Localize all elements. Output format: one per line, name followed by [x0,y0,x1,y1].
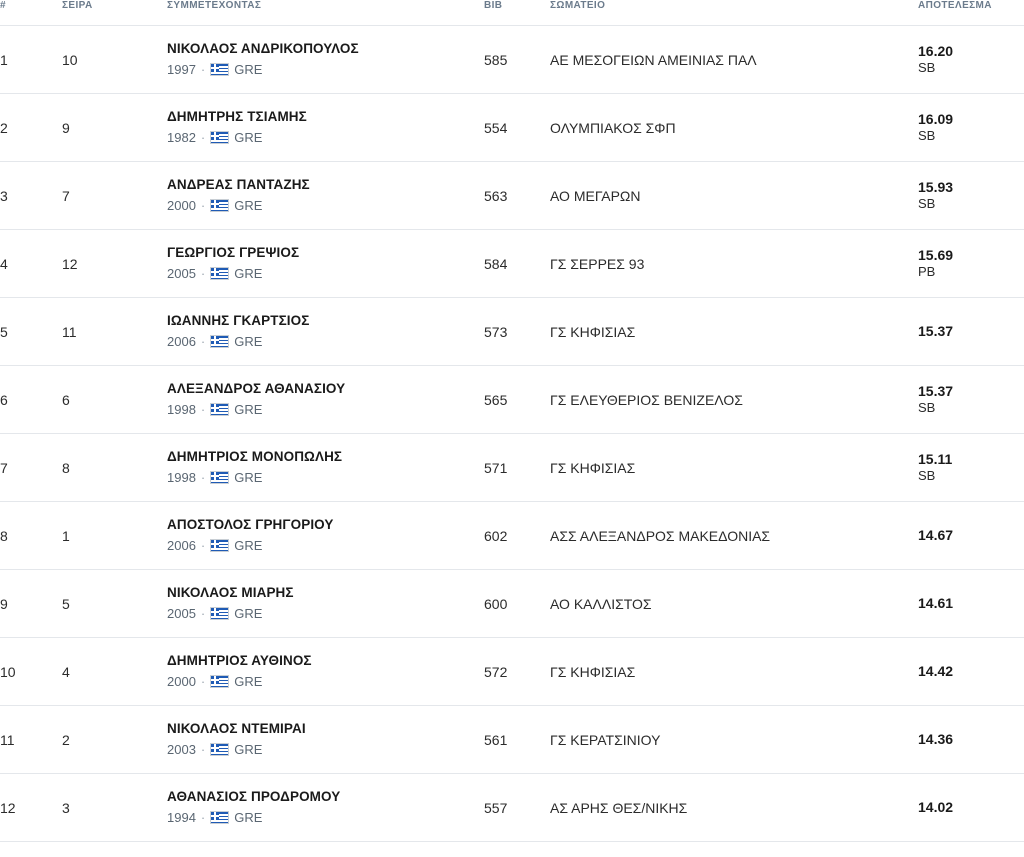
greece-flag-icon [210,63,229,76]
club-name: ΑΣΣ ΑΛΕΞΑΝΔΡΟΣ ΜΑΚΕΔΟΝΙΑΣ [550,527,771,544]
cell-athlete [167,230,484,298]
bib-value: 585 [484,51,508,68]
cell-order [62,570,167,638]
greece-flag-icon [210,471,229,484]
bib-value: 602 [484,527,508,544]
result-value: 15.37 [918,383,954,400]
bib-value: 554 [484,119,508,136]
cell-result [918,26,1024,94]
result-value: 14.42 [918,663,954,680]
athlete-meta [167,810,484,826]
cell-rank [0,434,62,502]
bib-value: 563 [484,187,508,204]
cell-club [550,298,918,366]
bib-value: 572 [484,663,508,680]
cell-order [62,94,167,162]
table-row[interactable] [0,94,1024,162]
birth-year: 2005 [167,606,196,622]
cell-club [550,26,918,94]
table-header [0,0,1024,26]
result-value: 16.20 [918,43,954,60]
greece-flag-icon [210,811,229,824]
column-header-result[interactable]: ΑΠΟΤΕΛΕΣΜΑ [918,0,1024,26]
cell-club [550,434,918,502]
order-value: 11 [62,323,77,340]
cell-bib [484,638,550,706]
cell-result [918,162,1024,230]
cell-bib [484,366,550,434]
meta-separator: · [200,810,206,826]
athlete-name[interactable]: ΑΝΔΡΕΑΣ ΠΑΝΤΑΖΗΣ [167,177,310,193]
cell-rank [0,570,62,638]
cell-order [62,366,167,434]
result-value: 15.37 [918,323,954,340]
athlete-meta [167,402,484,418]
result-value: 14.61 [918,595,954,612]
birth-year: 1982 [167,130,196,146]
cell-result [918,230,1024,298]
athlete-meta [167,742,484,758]
cell-result [918,638,1024,706]
result-tag: PB [918,264,936,280]
athlete-name[interactable]: ΝΙΚΟΛΑΟΣ ΑΝΔΡΙΚΟΠΟΥΛΟΣ [167,41,359,57]
country-code: GRE [234,62,263,78]
rank-value: 11 [0,731,15,748]
cell-rank [0,230,62,298]
birth-year: 1998 [167,470,196,486]
cell-athlete [167,638,484,706]
table-row[interactable] [0,638,1024,706]
athlete-meta [167,334,484,350]
cell-bib [484,26,550,94]
cell-order [62,502,167,570]
table-row[interactable] [0,570,1024,638]
rank-value: 5 [0,323,8,340]
rank-value: 7 [0,459,8,476]
cell-club [550,774,918,842]
cell-athlete [167,502,484,570]
table-row[interactable] [0,298,1024,366]
result-value: 14.02 [918,799,954,816]
order-value: 12 [62,255,78,272]
club-name: ΓΣ ΚΕΡΑΤΣΙΝΙΟΥ [550,731,661,748]
cell-order [62,230,167,298]
bib-value: 573 [484,323,508,340]
result-value: 15.69 [918,247,954,264]
cell-bib [484,570,550,638]
rank-value: 1 [0,51,8,68]
country-code: GRE [234,334,263,350]
greece-flag-icon [210,607,229,620]
cell-athlete [167,706,484,774]
cell-club [550,94,918,162]
greece-flag-icon [210,199,229,212]
column-header-athlete[interactable]: ΣΥΜΜΕΤΕΧΟΝΤΑΣ [167,0,484,26]
country-code: GRE [234,674,263,690]
cell-order [62,298,167,366]
order-value: 6 [62,391,70,408]
result-value: 14.36 [918,731,954,748]
result-value: 16.09 [918,111,954,128]
club-name: ΑΟ ΜΕΓΑΡΩΝ [550,187,641,204]
column-header-club[interactable]: ΣΩΜΑΤΕΙΟ [550,0,918,26]
cell-result [918,298,1024,366]
athlete-meta [167,470,484,486]
cell-rank [0,298,62,366]
order-value: 4 [62,663,70,680]
column-header-bib[interactable]: BIB [484,0,550,26]
birth-year: 2000 [167,198,196,214]
order-value: 5 [62,595,70,612]
meta-separator: · [200,266,206,282]
bib-value: 565 [484,391,508,408]
column-header-order[interactable]: ΣΕΙΡΑ [62,0,167,26]
athlete-name[interactable]: ΔΗΜΗΤΡΙΟΣ ΜΟΝΟΠΩΛΗΣ [167,449,343,465]
cell-athlete [167,570,484,638]
athlete-meta [167,130,484,146]
cell-result [918,502,1024,570]
club-name: ΓΣ ΚΗΦΙΣΙΑΣ [550,323,636,340]
greece-flag-icon [210,267,229,280]
cell-club [550,366,918,434]
cell-result [918,434,1024,502]
birth-year: 1998 [167,402,196,418]
cell-bib [484,774,550,842]
birth-year: 2005 [167,266,196,282]
table-row[interactable] [0,26,1024,94]
club-name: ΑΣ ΑΡΗΣ ΘΕΣ/ΝΙΚΗΣ [550,799,688,816]
meta-separator: · [200,198,206,214]
athlete-name[interactable]: ΑΠΟΣΤΟΛΟΣ ΓΡΗΓΟΡΙΟΥ [167,517,334,533]
cell-bib [484,162,550,230]
result-value: 15.93 [918,179,954,196]
table-row[interactable] [0,502,1024,570]
athlete-name[interactable]: ΔΗΜΗΤΡΙΟΣ ΑΥΘΙΝΟΣ [167,653,312,669]
country-code: GRE [234,742,263,758]
cell-bib [484,706,550,774]
rank-value: 9 [0,595,8,612]
rank-value: 4 [0,255,8,272]
cell-result [918,774,1024,842]
bib-value: 584 [484,255,508,272]
birth-year: 2006 [167,334,196,350]
greece-flag-icon [210,131,229,144]
cell-order [62,162,167,230]
cell-rank [0,502,62,570]
table-row[interactable] [0,162,1024,230]
meta-separator: · [200,470,206,486]
cell-athlete [167,162,484,230]
order-value: 1 [62,527,70,544]
club-name: ΑΟ ΚΑΛΛΙΣΤΟΣ [550,595,652,612]
club-name: ΓΣ ΣΕΡΡΕΣ 93 [550,255,645,272]
table-body [0,26,1024,842]
result-value: 14.67 [918,527,954,544]
birth-year: 2003 [167,742,196,758]
country-code: GRE [234,810,263,826]
rank-value: 2 [0,119,8,136]
birth-year: 1997 [167,62,196,78]
club-name: ΓΣ ΚΗΦΙΣΙΑΣ [550,459,636,476]
bib-value: 600 [484,595,508,612]
athlete-name[interactable]: ΝΙΚΟΛΑΟΣ ΝΤΕΜΙΡΑΙ [167,721,306,737]
cell-order [62,774,167,842]
cell-athlete [167,434,484,502]
meta-separator: · [200,674,206,690]
cell-rank [0,26,62,94]
cell-rank [0,94,62,162]
athlete-name[interactable]: ΔΗΜΗΤΡΗΣ ΤΣΙΑΜΗΣ [167,109,307,125]
cell-result [918,366,1024,434]
table-row[interactable] [0,706,1024,774]
birth-year: 1994 [167,810,196,826]
order-value: 9 [62,119,70,136]
greece-flag-icon [210,403,229,416]
result-value: 15.11 [918,451,953,468]
cell-club [550,570,918,638]
rank-value: 12 [0,799,16,816]
cell-order [62,26,167,94]
rank-value: 8 [0,527,8,544]
result-tag: SB [918,128,936,144]
meta-separator: · [200,606,206,622]
result-tag: SB [918,400,936,416]
order-value: 3 [62,799,70,816]
bib-value: 571 [484,459,508,476]
result-tag: SB [918,468,936,484]
cell-result [918,94,1024,162]
greece-flag-icon [210,675,229,688]
table-row[interactable] [0,774,1024,842]
meta-separator: · [200,742,206,758]
bib-value: 557 [484,799,508,816]
athlete-name[interactable]: ΙΩΑΝΝΗΣ ΓΚΑΡΤΣΙΟΣ [167,313,310,329]
cell-bib [484,230,550,298]
table-row[interactable] [0,434,1024,502]
club-name: ΟΛΥΜΠΙΑΚΟΣ ΣΦΠ [550,119,676,136]
cell-club [550,638,918,706]
country-code: GRE [234,538,263,554]
result-tag: SB [918,60,936,76]
athlete-name[interactable]: ΝΙΚΟΛΑΟΣ ΜΙΑΡΗΣ [167,585,294,601]
cell-rank [0,162,62,230]
cell-order [62,434,167,502]
cell-result [918,570,1024,638]
order-value: 7 [62,187,70,204]
rank-value: 6 [0,391,8,408]
cell-order [62,638,167,706]
athlete-meta [167,538,484,554]
cell-club [550,162,918,230]
order-value: 2 [62,731,70,748]
cell-bib [484,94,550,162]
meta-separator: · [200,334,206,350]
cell-rank [0,638,62,706]
meta-separator: · [200,130,206,146]
club-name: ΓΣ ΕΛΕΥΘΕΡΙΟΣ ΒΕΝΙΖΕΛΟΣ [550,391,743,408]
rank-value: 10 [0,663,16,680]
athlete-meta [167,62,484,78]
cell-result [918,706,1024,774]
table-row[interactable] [0,366,1024,434]
order-value: 10 [62,51,78,68]
meta-separator: · [200,62,206,78]
athlete-meta [167,606,484,622]
athlete-meta [167,198,484,214]
rank-value: 3 [0,187,8,204]
cell-rank [0,706,62,774]
cell-rank [0,366,62,434]
greece-flag-icon [210,335,229,348]
bib-value: 561 [484,731,508,748]
cell-club [550,502,918,570]
athlete-name[interactable]: ΓΕΩΡΓΙΟΣ ΓΡΕΨΙΟΣ [167,245,300,261]
club-name: ΓΣ ΚΗΦΙΣΙΑΣ [550,663,636,680]
cell-bib [484,298,550,366]
athlete-name[interactable]: ΑΛΕΞΑΝΔΡΟΣ ΑΘΑΝΑΣΙΟΥ [167,381,346,397]
greece-flag-icon [210,743,229,756]
cell-club [550,230,918,298]
cell-athlete [167,26,484,94]
athlete-name[interactable]: ΑΘΑΝΑΣΙΟΣ ΠΡΟΔΡΟΜΟΥ [167,789,341,805]
country-code: GRE [234,198,263,214]
meta-separator: · [200,402,206,418]
cell-athlete [167,774,484,842]
club-name: ΑΕ ΜΕΣΟΓΕΙΩΝ ΑΜΕΙΝΙΑΣ ΠΑΛ [550,51,757,68]
birth-year: 2000 [167,674,196,690]
birth-year: 2006 [167,538,196,554]
cell-athlete [167,366,484,434]
table-row[interactable] [0,230,1024,298]
cell-athlete [167,94,484,162]
cell-athlete [167,298,484,366]
order-value: 8 [62,459,70,476]
cell-bib [484,502,550,570]
cell-order [62,706,167,774]
result-tag: SB [918,196,936,212]
country-code: GRE [234,606,263,622]
athlete-meta [167,266,484,282]
country-code: GRE [234,130,263,146]
column-header-rank[interactable]: # [0,0,62,26]
athlete-meta [167,674,484,690]
cell-rank [0,774,62,842]
cell-club [550,706,918,774]
meta-separator: · [200,538,206,554]
greece-flag-icon [210,539,229,552]
cell-bib [484,434,550,502]
country-code: GRE [234,402,263,418]
table-header-row [0,0,1024,26]
country-code: GRE [234,266,263,282]
country-code: GRE [234,470,263,486]
